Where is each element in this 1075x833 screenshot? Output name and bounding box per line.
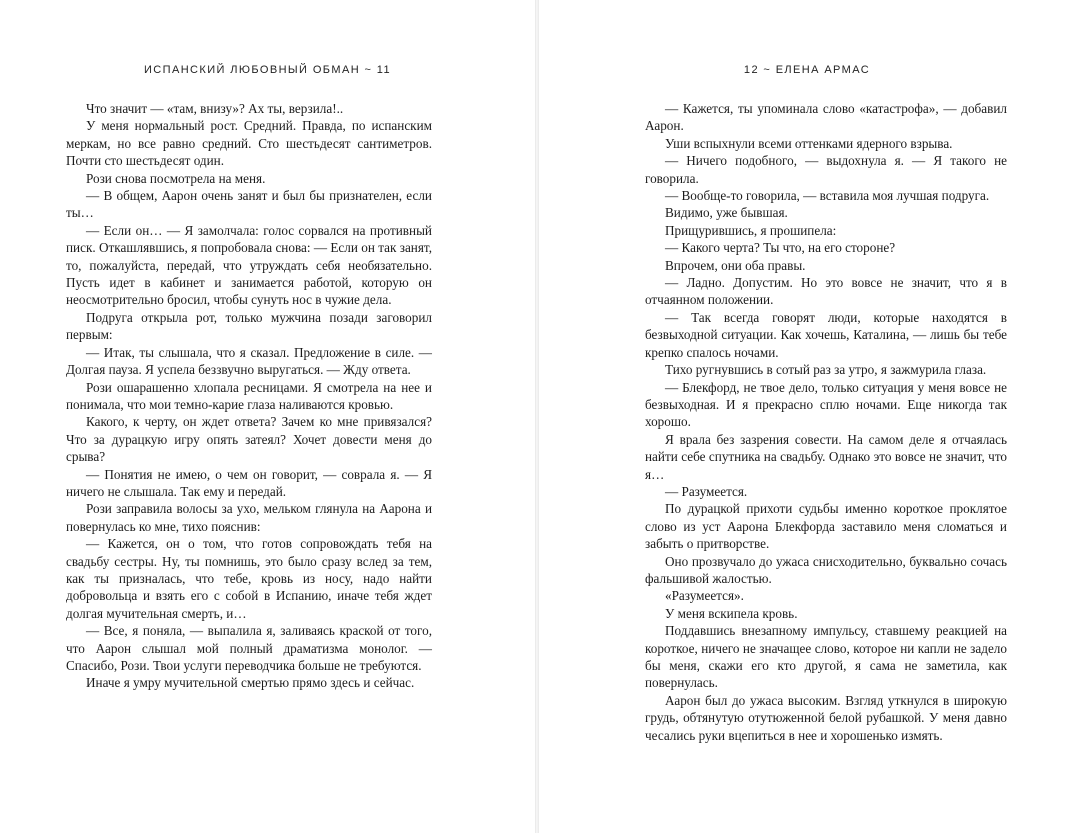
paragraph: Впрочем, они оба правы. [665,257,806,273]
paragraph: Тихо ругнувшись в сотый раз за утро, я зажмурила глаза. [665,362,987,378]
paragraph: Видимо, уже бывшая. [665,205,788,221]
right-page-text [645,100,1007,744]
paragraph: — Ладно. Допустим. Но это вовсе не значит, что я в отчаянном положении. [645,275,1007,308]
paragraph: — Все, я поняла, — выпалила я, заливаясь краской от того, что Аарон слышал мой полный драматизма монолог. — Спасибо, Рози. Твои услуги переводчика больше не требуются. [66,623,432,673]
paragraph: Рози ошарашенно хлопала ресницами. Я смотрела на нее и понимала, что мои темно-карие глаза наливаются кровью. [66,379,432,412]
paragraph: — Кажется, он о том, что готов сопровождать тебя на свадьбу сестры. Ну, ты помнишь, это было сразу вслед за тем, как ты призналась, что тебе, кровь из носу, надо найти добровольца и взять его с собой в Испанию, иначе тебя ждет долгая мучительная смерть, и… [66,536,432,621]
paragraph: — Блекфорд, не твое дело, только ситуация у меня вовсе не безвыходная. И я прекрасно сплю ночами. Еще никогда так хорошо. [645,379,1007,430]
paragraph: Уши вспыхнули всеми оттенками ядерного взрыва. [665,135,953,151]
paragraph: Что значит — «там, внизу»? Ах ты, верзила!.. [86,101,344,116]
paragraph: — Разумеется. [665,483,748,499]
paragraph: У меня нормальный рост. Средний. Правда, по испанским меркам, но все равно средний. Сто шестьдесят сантиметров. Почти сто шестьдесят один. [66,118,432,169]
paragraph: Подруга открыла рот, только мужчина позади заговорил первым: [66,309,432,343]
right-page-header: 12 ~ ЕЛЕНА АРМАС [743,64,871,76]
left-page [0,0,535,833]
paragraph: — Ничего подобного, — выдохнула я. — Я такого не говорила. [645,153,1007,186]
paragraph: Аарон был до ужаса высоким. Взгляд уткнулся в широкую грудь, обтянутую отутюженной белой рубашкой. У меня давно чесались руки вцепиться в нее и хорошенько измять. [645,692,1007,743]
paragraph: У меня вскипела кровь. [665,605,798,621]
paragraph: «Разумеется». [665,588,744,604]
paragraph: — Итак, ты слышала, что я сказал. Предложение в силе. — Долгая пауза. Я успела беззвучно выругаться. — Жду ответа. [66,344,432,378]
paragraph: — Вообще-то говорила, — вставила моя лучшая подруга. [665,188,990,204]
paragraph: Поддавшись внезапному импульсу, ставшему реакцией на короткое, ничего не значащее слово, которое ни капли не задело бы меня, скажи его кто другой, я сама не заметила, как повернулась. [645,623,1007,691]
paragraph: Рози заправила волосы за ухо, мельком глянула на Аарона и повернулась ко мне, тихо пояснив: [66,501,432,534]
paragraph: — В общем, Аарон очень занят и был бы признателен, если ты… [66,188,432,221]
paragraph: — Понятия не имею, о чем он говорит, — соврала я. — Я ничего не слышала. Так ему и передай. [66,466,432,499]
paragraph: — Если он… — Я замолчала: голос сорвался на противный писк. Откашлявшись, я попробовала снова: — Если он так занят, то, пожалуйста, передай, что утруждать себя необязательно. Пусть идет в кабинет и занимается работой, которую он неосмотрительно бросил, чтобы сунуть нос в чужие дела. [66,222,432,308]
paragraph: — Кажется, ты упоминала слово «катастрофа», — добавил Аарон. [645,101,1007,134]
left-page-text [66,100,432,692]
paragraph: Рози снова посмотрела на меня. [86,170,266,186]
paragraph: — Так всегда говорят люди, которые находятся в безвыходной ситуации. Как хочешь, Каталина, — лишь бы тебе крепко спалось ночами. [645,309,1007,360]
paragraph: Какого, к черту, он ждет ответа? Зачем ко мне привязался? Что за дурацкую игру опять затеял? Хочет довести меня до срыва? [66,414,432,465]
paragraph: — Какого черта? Ты что, на его стороне? [665,240,896,256]
paragraph: Иначе я умру мучительной смертью прямо здесь и сейчас. [86,675,415,691]
right-page [539,0,1075,833]
paragraph: По дурацкой прихоти судьбы именно короткое проклятое слово из уст Аарона Блекфорда заставило меня сломаться и забыть о притворстве. [645,501,1007,552]
paragraph: Оно прозвучало до ужаса снисходительно, буквально сочась фальшивой жалостью. [645,553,1007,586]
left-page-header: ИСПАНСКИЙ ЛЮБОВНЫЙ ОБМАН ~ 11 [144,64,391,76]
paragraph: Прищурившись, я прошипела: [665,222,837,238]
paragraph: Я врала без зазрения совести. На самом деле я отчаялась найти себе спутника на свадьбу. Однако это вовсе не значит, что я… [645,431,1007,482]
